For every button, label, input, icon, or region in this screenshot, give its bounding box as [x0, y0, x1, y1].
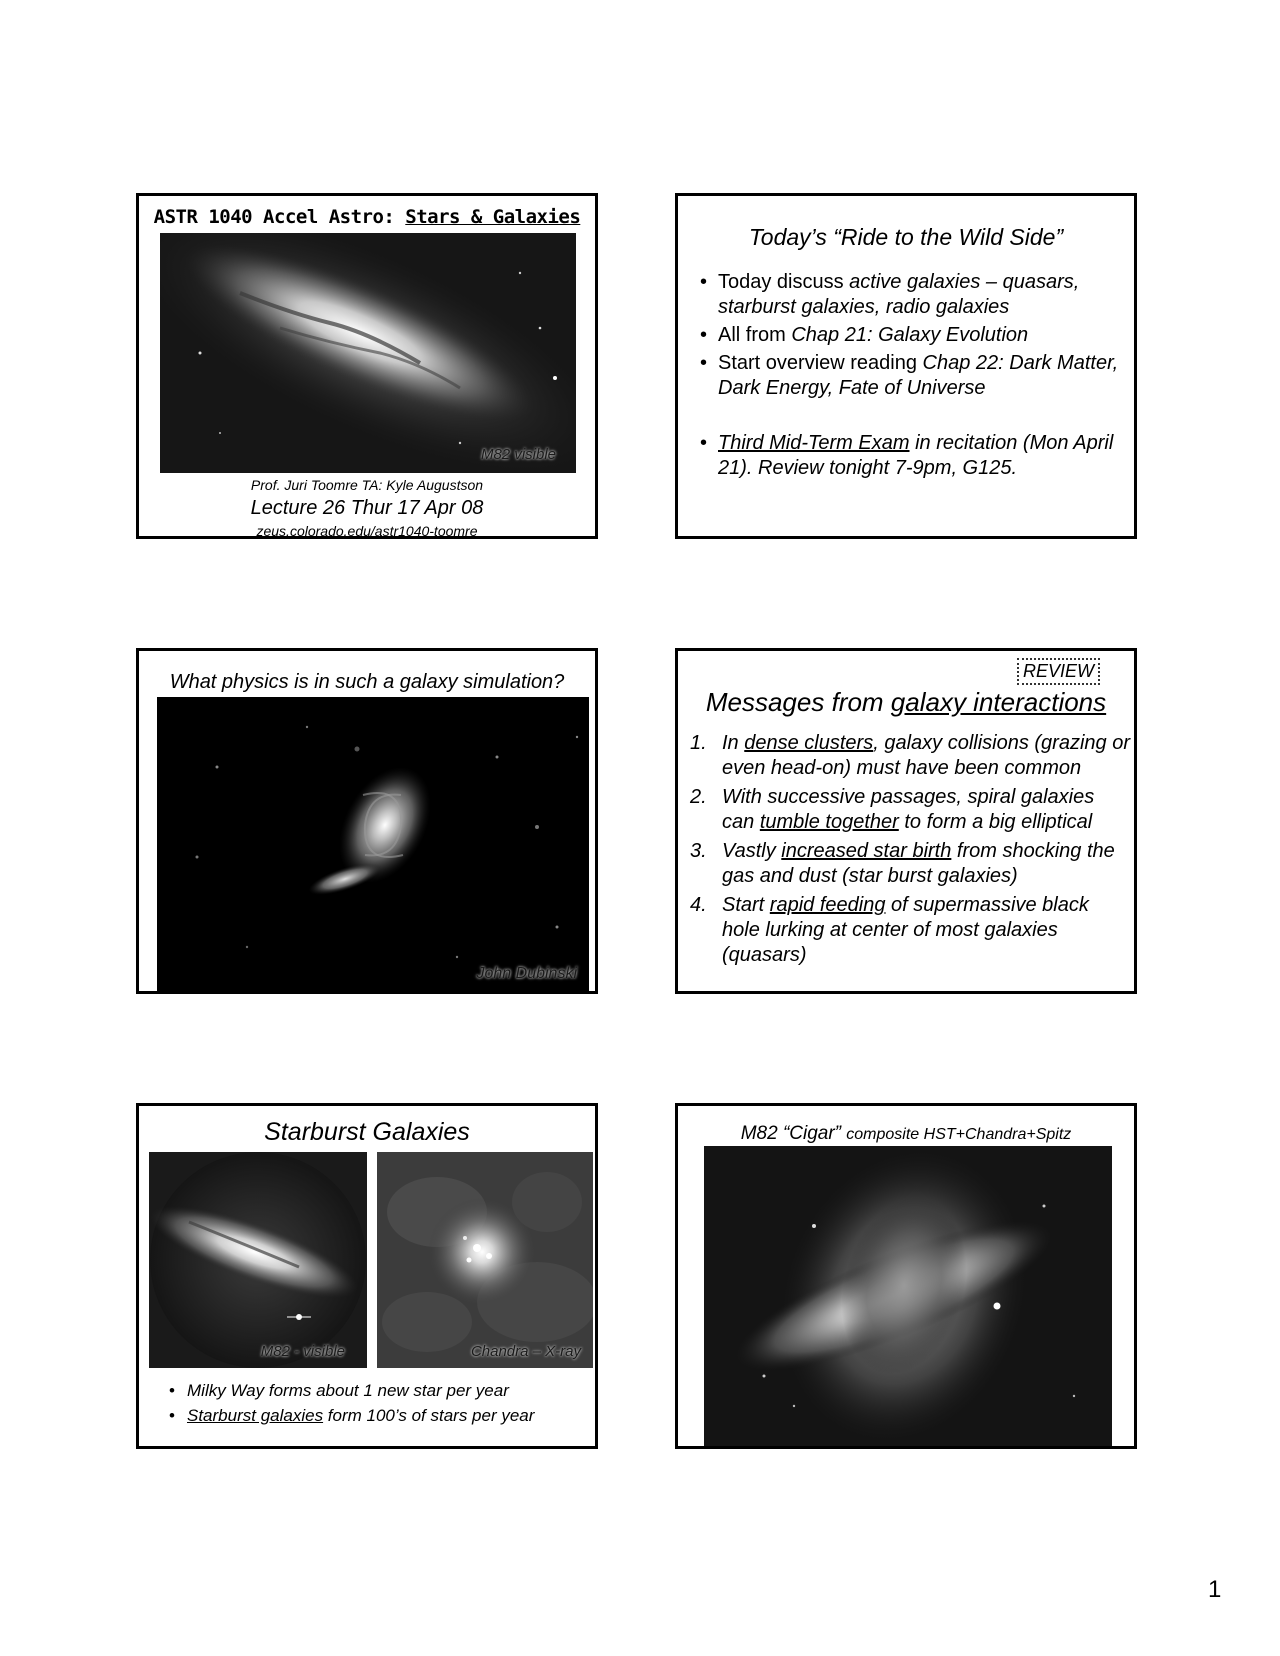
bullet-text: in recitation (Mon April 21). Review tonight 7-9pm, G125. [718, 432, 1114, 479]
title-text: Messages from [705, 687, 891, 717]
numbered-item [690, 893, 1130, 968]
slide-simulation [136, 648, 598, 994]
course-title-text: ASTR 1040 Accel Astro: [153, 206, 406, 228]
m82-visible-image [160, 233, 576, 473]
bullet-emphasis: active galaxies – quasars, starburst galaxies, radio galaxies [718, 271, 1080, 318]
course-url: zeus.colorado.edu/astr1040-toomre [256, 523, 478, 539]
item-text: from shocking the gas and dust (star burst galaxies) [722, 840, 1115, 887]
title-text: M82 “Cigar” [740, 1123, 847, 1144]
item-number: 4. [690, 894, 707, 916]
image-credit: John Dubinski [476, 965, 577, 982]
numbered-item [690, 839, 1130, 889]
review-badge: REVIEW [1017, 658, 1100, 685]
lecture-info: Lecture 26 Thur 17 Apr 08 [250, 497, 484, 519]
image-label: M82 visible [480, 446, 556, 463]
page-number: 1 [1208, 1576, 1222, 1603]
item-emphasis: rapid feeding [769, 894, 886, 916]
bullet-text: form 100’s of stars per year [323, 1406, 535, 1425]
chandra-xray-image [377, 1152, 593, 1368]
item-text: With successive passages, spiral galaxies can [722, 786, 1095, 833]
bullet-item: • Today discuss active galaxies – quasars, starburst galaxies, radio galaxies [700, 271, 1080, 318]
slide-title [678, 1123, 1134, 1145]
item-text: of supermassive black hole lurking at center of most galaxies (quasars) [722, 894, 1089, 966]
bullet-text: All from [718, 324, 792, 346]
instructor-credit: Prof. Juri Toomre TA: Kyle Augustson [250, 477, 484, 493]
numbered-item [690, 731, 1130, 781]
slide-title [136, 193, 598, 539]
course-title-underlined: Stars & Galaxies [405, 206, 581, 228]
bullet-emphasis: Chap 21: Galaxy Evolution [791, 324, 1029, 346]
bullet-text: Start overview reading [718, 352, 923, 374]
m82-visible-image [149, 1152, 367, 1368]
slide-interactions [675, 648, 1137, 994]
m82-composite-image [704, 1146, 1112, 1446]
item-text: Vastly [722, 840, 782, 862]
bullet-text: Milky Way forms about 1 new star per year [187, 1381, 509, 1400]
slide-title: What physics is in such a galaxy simulation? [169, 671, 565, 693]
slide-m82-composite [675, 1103, 1137, 1449]
bullet-item: • All from Chap 21: Galaxy Evolution [700, 324, 1029, 346]
item-emphasis: tumble together [759, 811, 899, 833]
bullet-text: Today discuss [718, 271, 850, 293]
slide-agenda [675, 193, 1137, 539]
item-text: Start [722, 894, 770, 916]
item-number: 1. [690, 732, 707, 754]
item-emphasis: dense clusters [744, 732, 874, 754]
numbered-item [690, 785, 1130, 835]
item-number: 2. [690, 786, 707, 808]
title-emphasis: galaxy interactions [890, 687, 1107, 717]
slide-starburst [136, 1103, 598, 1449]
bullet-emphasis: Starburst galaxies [187, 1406, 324, 1425]
item-text: , galaxy collisions (grazing or even head-on) must have been common [722, 732, 1130, 779]
item-emphasis: increased star birth [781, 840, 952, 862]
slide-title: Starburst Galaxies [264, 1118, 470, 1146]
item-text: to form a big elliptical [898, 811, 1093, 833]
bullet-item: • Start overview reading Chap 22: Dark Matter, Dark Energy, Fate of Universe [700, 352, 1119, 399]
galaxy-simulation-image [157, 697, 589, 993]
bullet-item: • Milky Way forms about 1 new star per year [169, 1380, 589, 1402]
course-title [139, 206, 595, 228]
slide-title: Today’s “Ride to the Wild Side” [748, 224, 1064, 250]
item-number: 3. [690, 840, 707, 862]
title-subtext: composite HST+Chandra+Spitz [846, 1126, 1072, 1143]
image-label: M82 - visible [260, 1343, 345, 1360]
bullet-item: • Starburst galaxies form 100’s of stars per year [169, 1406, 535, 1425]
bullet-item: • Third Mid-Term Exam in recitation (Mon April 21). Review tonight 7-9pm, G125. [700, 432, 1114, 479]
bullet-emphasis: Third Mid-Term Exam [718, 432, 910, 454]
image-label: Chandra – X-ray [470, 1343, 581, 1360]
bullet-emphasis: Chap 22: Dark Matter, Dark Energy, Fate of Universe [718, 352, 1119, 399]
slide-title [678, 687, 1134, 718]
item-text: In [722, 732, 745, 754]
